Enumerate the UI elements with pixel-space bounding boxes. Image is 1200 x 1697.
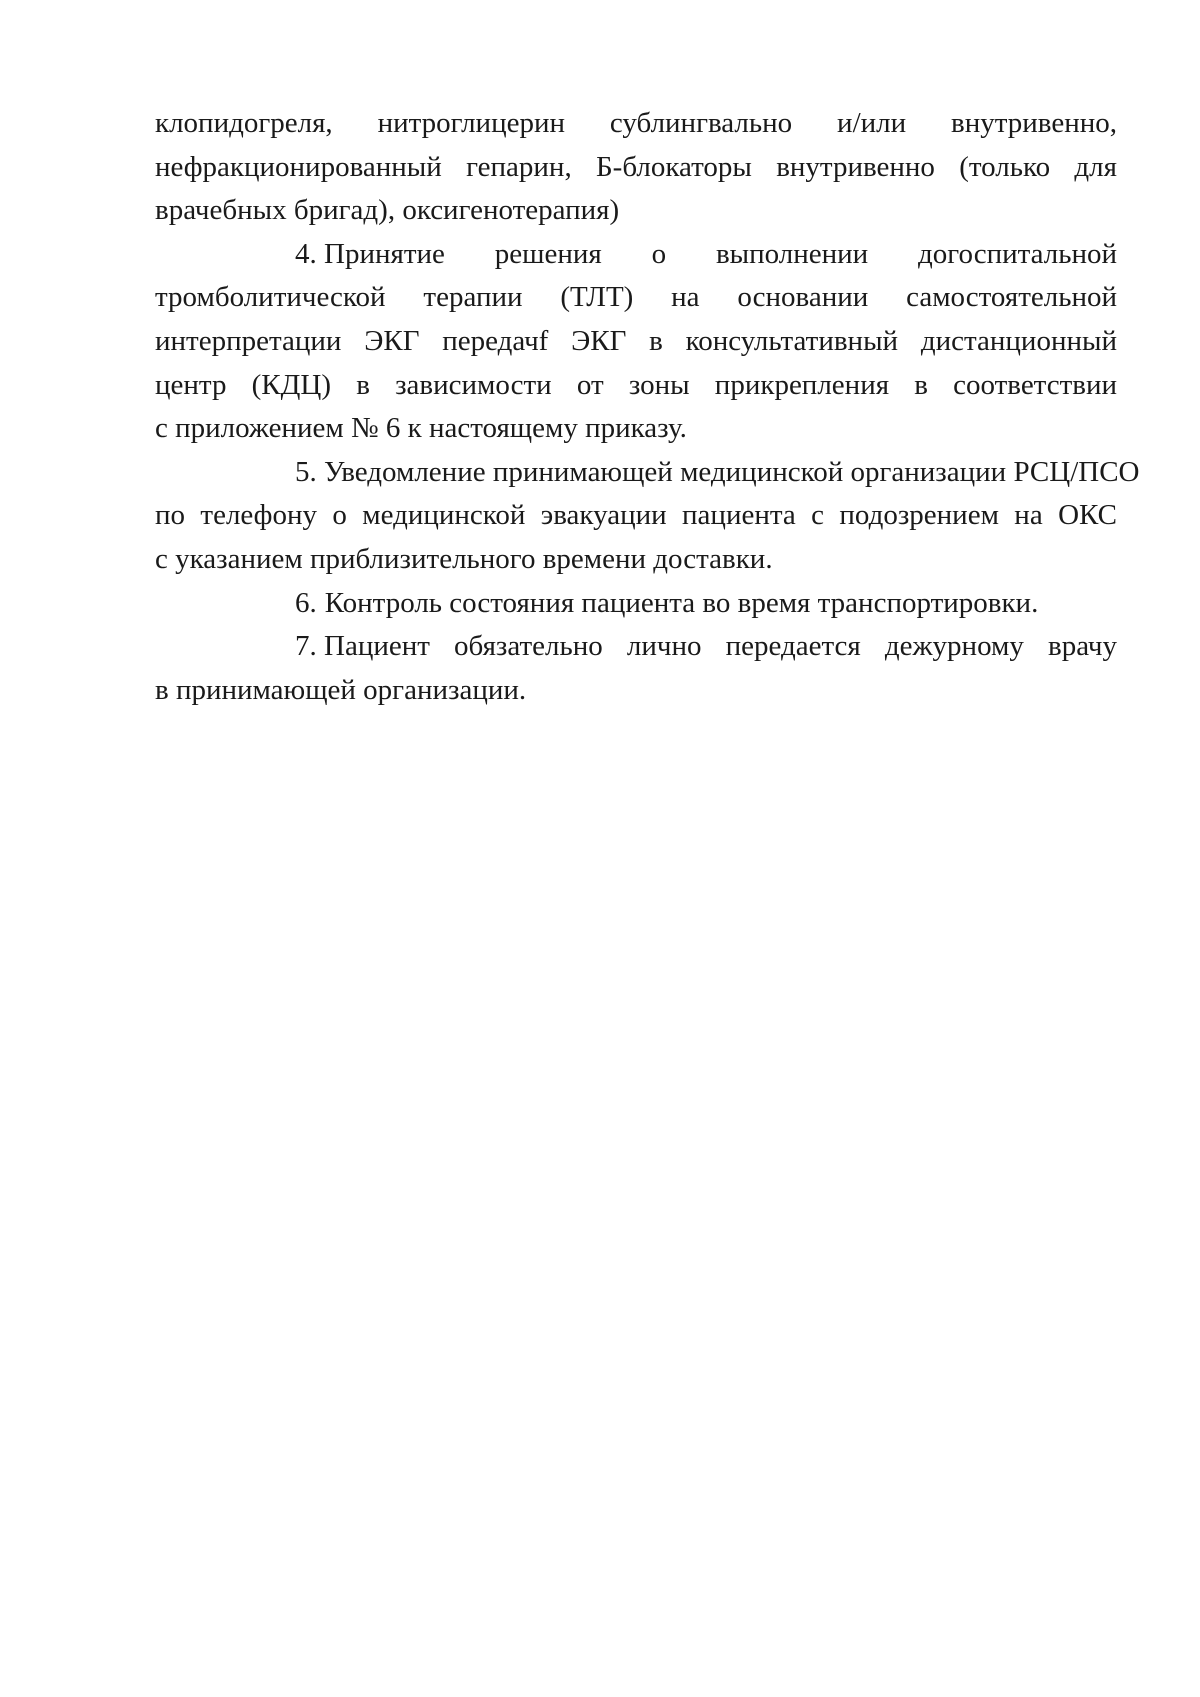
paragraph-item-6 [155, 582, 1117, 626]
item-number: 7. [295, 630, 324, 663]
paragraph-line: с указанием приблизительного времени доставки. [155, 542, 773, 575]
item-number: 5. [295, 455, 324, 488]
paragraph-line: с приложением № 6 к настоящему приказу. [155, 412, 687, 445]
document-body [155, 102, 1140, 712]
paragraph-line: центр (КДЦ) в зависимости от зоны прикрепления в соответствии [155, 368, 1117, 401]
paragraph-first-line [155, 582, 1117, 626]
paragraph-continuation [155, 102, 1117, 233]
paragraph-line: врачебных бригад), оксигенотерапия) [155, 194, 620, 227]
paragraph-line: по телефону о медицинской эвакуации пациента с подозрением на ОКС [155, 499, 1117, 532]
paragraph-line: нефракционированный гепарин, Б-блокаторы внутривенно (только для [155, 150, 1117, 183]
paragraph-line: тромболитической терапии (ТЛТ) на основании самостоятельной [155, 281, 1117, 314]
paragraph-line: в принимающей организации. [155, 673, 527, 706]
paragraph-line-text: Пациент обязательно лично передается дежурному врачу [324, 630, 1117, 663]
paragraph-item-5 [155, 451, 1140, 582]
paragraph-item-7 [155, 625, 1117, 712]
paragraph-first-line [155, 451, 1140, 495]
paragraph-line-text: Принятие решения о выполнении догоспитальной [324, 237, 1117, 270]
paragraph-line-text: Уведомление принимающей медицинской организации РСЦ/ПСО [324, 455, 1140, 488]
paragraph-item-4 [155, 233, 1117, 451]
item-number: 6. [295, 586, 317, 619]
paragraph-first-line [155, 625, 1117, 669]
paragraph-line: клопидогреля, нитроглицерин сублингвально и/или внутривенно, [155, 107, 1117, 139]
paragraph-line: интерпретации ЭКГ передачf ЭКГ в консультативный дистанционный [155, 324, 1117, 357]
paragraph-line-text: Контроль состояния пациента во время транспортировки. [324, 586, 1039, 619]
paragraph-first-line [155, 233, 1117, 277]
item-number: 4. [295, 237, 324, 270]
